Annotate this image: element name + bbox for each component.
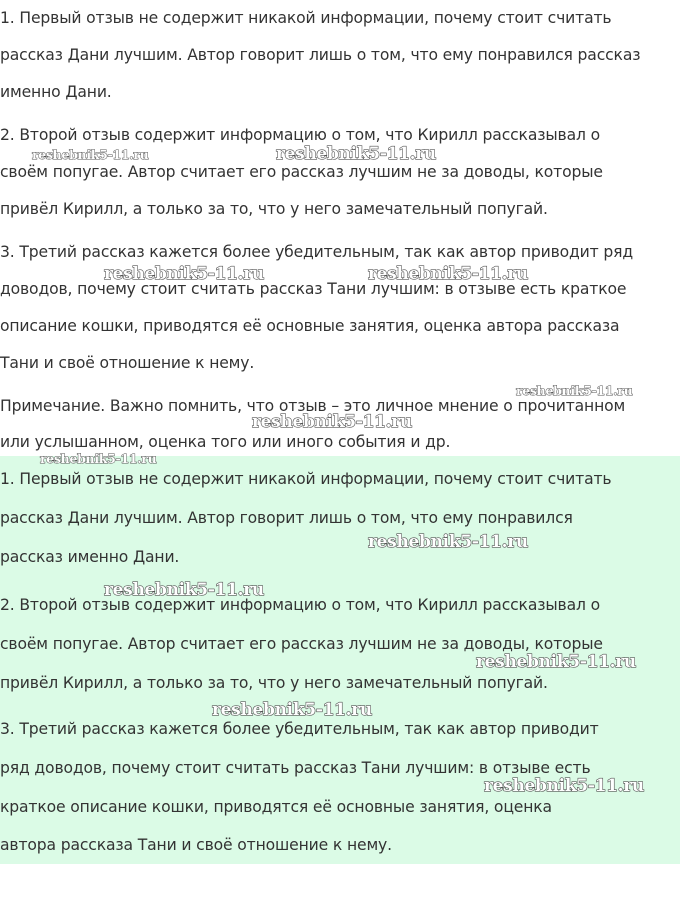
- watermark-text: reshebnik5-11.ru: [104, 264, 264, 284]
- answer-paragraph-3: [0, 234, 680, 382]
- watermark-text: reshebnik5-11.ru: [476, 652, 636, 672]
- watermark-text: reshebnik5-11.ru: [368, 532, 528, 552]
- text-line: описание кошки, приводятся её основные занятия, оценка автора рассказа: [0, 317, 620, 335]
- watermark-text: reshebnik5-11.ru: [368, 264, 528, 284]
- text-line: 2. Второй отзыв содержит информацию о том, что Кирилл рассказывал о: [0, 596, 600, 614]
- answer-paragraph-2: [0, 586, 680, 702]
- watermark-text: reshebnik5-11.ru: [484, 776, 644, 796]
- watermark-text: reshebnik5-11.ru: [104, 580, 264, 600]
- text-line: автора рассказа Тани и своё отношение к нему.: [0, 836, 392, 855]
- text-line: рассказ Дани лучшим. Автор говорит лишь о том, что ему понравился рассказ: [0, 46, 641, 64]
- answer-paragraph-1: [0, 0, 680, 111]
- text-line: 3. Третий рассказ кажется более убедительным, так как автор приводит ряд: [0, 243, 634, 261]
- text-line: именно Дани.: [0, 83, 112, 101]
- text-line: 1. Первый отзыв не содержит никакой информации, почему стоит считать: [0, 9, 612, 27]
- text-line: Тани и своё отношение к нему.: [0, 354, 255, 372]
- text-line: привёл Кирилл, а только за то, что у него замечательный попугай.: [0, 200, 548, 218]
- text-line: или услышанном, оценка того или иного события и др.: [0, 433, 451, 451]
- watermark-text: reshebnik5-11.ru: [516, 383, 633, 398]
- text-line: краткое описание кошки, приводятся её основные занятия, оценка: [0, 797, 552, 816]
- watermark-text: reshebnik5-11.ru: [40, 451, 157, 466]
- text-line: 3. Третий рассказ кажется более убедительным, так как автор приводит: [0, 720, 599, 738]
- text-line: Примечание. Важно помнить, что отзыв – это личное мнение о прочитанном: [0, 397, 626, 415]
- answer-paragraph-1: [0, 460, 680, 576]
- answer-paragraph-2: [0, 117, 680, 228]
- text-line: 1. Первый отзыв не содержит никакой информации, почему стоит считать: [0, 470, 612, 488]
- text-line: доводов, почему стоит считать рассказ Тани лучшим: в отзыве есть краткое: [0, 280, 627, 298]
- text-line: своём попугае. Автор считает его рассказ лучшим не за доводы, которые: [0, 634, 603, 653]
- text-line: ряд доводов, почему стоит считать рассказ Тани лучшим: в отзыве есть: [0, 758, 591, 777]
- text-line: рассказ Дани лучшим. Автор говорит лишь о том, что ему понравился: [0, 508, 573, 527]
- watermark-text: reshebnik5-11.ru: [32, 147, 149, 162]
- watermark-text: reshebnik5-11.ru: [212, 700, 372, 720]
- watermark-text: reshebnik5-11.ru: [276, 144, 436, 164]
- text-line: привёл Кирилл, а только за то, что у него замечательный попугай.: [0, 673, 548, 692]
- text-line: 2. Второй отзыв содержит информацию о том, что Кирилл рассказывал о: [0, 126, 600, 144]
- watermark-text: reshebnik5-11.ru: [252, 412, 412, 432]
- text-line: рассказ именно Дани.: [0, 547, 180, 566]
- text-line: своём попугае. Автор считает его рассказ лучшим не за доводы, которые: [0, 163, 603, 181]
